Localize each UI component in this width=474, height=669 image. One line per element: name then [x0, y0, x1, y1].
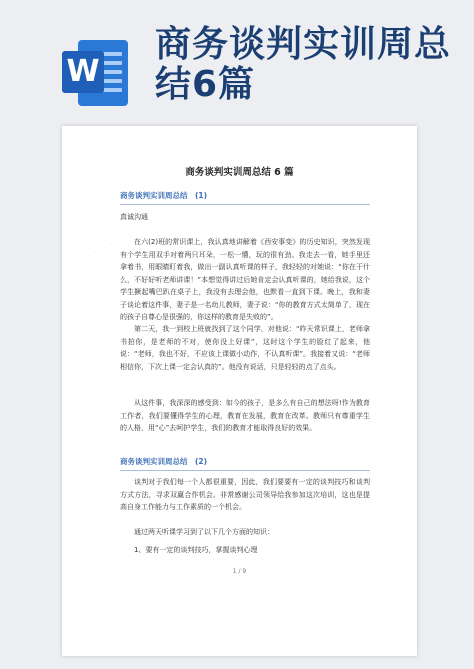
paragraph: 通过两天听课学习到了以下几个方面的知识：: [134, 528, 274, 536]
paragraph: 在六(2)班的常识课上，我认真地讲解着《西安事变》的历史知识，突然发现有个学生用双手对着两只耳朵，一松一懵，玩的很有劲。我走去一看，她手里还拿着书，用眼睛盯着我，做出一副认真听课的样子，我轻轻的对她说：“你在干什么，不好好听老师讲课！”本想觉得讲过后她肯定会认真听课的，她给我说，这个学生撅起嘴巴趴在桌子上，我没有去理会他，也默看一直到下课。晚上，我和妻子谈论着这件事，妻子是一名幼儿教师，妻子说：“你的教育方式太简单了，现在的孩子自尊心是很强的，你这样的教育是失败的”。: [120, 238, 370, 321]
watermark: · · · · · · ·: [81, 237, 120, 265]
paragraph: 谈判对于我们每一个人都很重要，因此，我们要要有一定的谈判技巧和谈判方式方法，寻求双赢合作机会。非常感谢公司领导给我参加这次培训，这也是提高自身工作能力与工作素质的一个机会。: [120, 478, 370, 511]
paragraph: 从这件事，我深深的感受到：如今的孩子，是多么有自己的想法呀!作为教育工作者，我们要懂得学生的心理，教育在发展，教育在改革。教师只有尊重学生的人格，用“心”去呵护学生，我们的教育才能取得良好的效果。: [120, 399, 370, 432]
watermark: · · · · · · ·: [261, 367, 300, 395]
section-heading-1: 商务谈判实训周总结 (1): [120, 190, 370, 205]
section-heading-2: 商务谈判实训周总结 (2): [120, 456, 370, 471]
document-title: 商务谈判实训周总结 6 篇: [185, 167, 294, 178]
word-document-icon: [62, 40, 132, 106]
paragraph: 第二天，我一到校上班就找到了这个同学，对他说：“昨天常识课上，老师拿书拍你，是老师的不对，使你没上好课”，这时这个学生的脸红了起来，他说：“老师，我也不好，不应该上课做小动作，不认真听课”。我接着又说：“老师相信你，下次上课一定会认真的”。他没有说话，只是轻轻的点了点头。: [120, 325, 370, 371]
watermark: · · · · · · ·: [121, 537, 160, 565]
paragraph: 1、要有一定的谈判技巧，掌握谈判心理: [134, 546, 258, 554]
top-banner: [0, 0, 474, 125]
banner-title: 商务谈判实训周总结6篇: [155, 24, 452, 105]
paragraph: 真诚沟通: [120, 213, 148, 221]
document-page: [62, 126, 417, 656]
page-number: 1 / 9: [232, 568, 247, 575]
logo-letter: W: [62, 51, 104, 93]
